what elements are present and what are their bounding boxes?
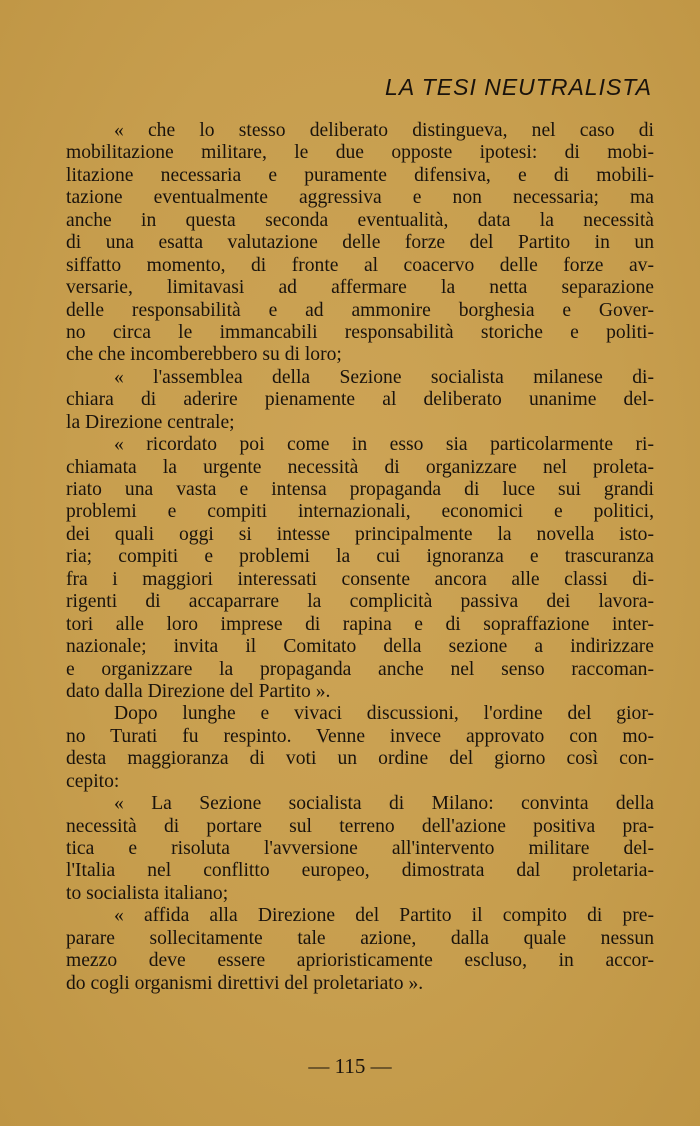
text-line: mobilitazione militare, le due opposte ipotesi: di mobi- xyxy=(66,142,654,164)
text-line: dato dalla Direzione del Partito ». xyxy=(66,680,331,702)
text-line: la Direzione centrale; xyxy=(66,411,235,433)
text-line: to socialista italiano; xyxy=(66,882,229,904)
text-line: cepito: xyxy=(66,770,120,792)
text-line: desta maggioranza di voti un ordine del giorno così con- xyxy=(66,748,654,770)
text-line: « che lo stesso deliberato distingueva, nel caso di xyxy=(114,120,654,141)
text-line: delle responsabilità e ad ammonire borghesia e Gover- xyxy=(66,299,654,321)
text-line: « affida alla Direzione del Partito il compito di pre- xyxy=(114,905,654,927)
body-text xyxy=(66,120,654,995)
text-line: do cogli organismi direttivi del proletariato ». xyxy=(66,972,424,994)
text-line: siffatto momento, di fronte al coacervo delle forze av- xyxy=(66,254,654,276)
text-line: tori alle loro imprese di rapina e di sopraffazione inter- xyxy=(66,613,654,635)
text-line: Dopo lunghe e vivaci discussioni, l'ordine del gior- xyxy=(114,703,654,725)
text-line: tazione eventualmente aggressiva e non necessaria; ma xyxy=(66,187,654,209)
text-line: no circa le immancabili responsabilità storiche e politi- xyxy=(66,321,654,343)
page-number: — 115 — xyxy=(308,1054,392,1078)
text-line: dei quali oggi si intesse principalmente la novella isto- xyxy=(66,523,654,545)
text-line: ria; compiti e problemi la cui ignoranza e trascuranza xyxy=(66,546,654,568)
running-head: LA TESI NEUTRALISTA xyxy=(385,74,652,100)
text-line: problemi e compiti internazionali, economici e politici, xyxy=(66,501,654,523)
text-line: parare sollecitamente tale azione, dalla quale nessun xyxy=(66,927,654,949)
text-line: versarie, limitavasi ad affermare la netta separazione xyxy=(66,277,654,299)
text-line: tica e risoluta l'avversione all'intervento militare del- xyxy=(66,838,654,859)
text-line: chiara di aderire pienamente al deliberato unanime del- xyxy=(66,389,654,411)
text-line: necessità di portare sul terreno dell'azione positiva pra- xyxy=(66,815,654,837)
text-line: nazionale; invita il Comitato della sezione a indirizzare xyxy=(66,636,654,658)
text-line: riato una vasta e intensa propaganda di luce sui grandi xyxy=(66,479,654,500)
text-line: fra i maggiori interessati consente ancora alle classi di- xyxy=(66,568,654,590)
text-line: di una esatta valutazione delle forze del Partito in un xyxy=(66,232,654,254)
text-line: che che incomberebbero su di loro; xyxy=(66,344,342,366)
text-line: « ricordato poi come in esso sia particolarmente ri- xyxy=(114,434,654,456)
text-line: l'Italia nel conflitto europeo, dimostrata dal proletaria- xyxy=(66,860,654,882)
text-line: « La Sezione socialista di Milano: convinta della xyxy=(114,793,654,815)
text-line: e organizzare la propaganda anche nel senso raccoman- xyxy=(66,658,654,680)
text-line: mezzo deve essere aprioristicamente escluso, in accor- xyxy=(66,950,654,972)
text-line: chiamata la urgente necessità di organizzare nel proleta- xyxy=(66,456,654,478)
text-line: no Turati fu respinto. Venne invece approvato con mo- xyxy=(66,725,654,747)
text-line: anche in questa seconda eventualità, data la necessità xyxy=(66,209,654,231)
text-line: litazione necessaria e puramente difensiva, e di mobili- xyxy=(66,164,654,186)
text-line: rigenti di accaparrare la complicità passiva dei lavora- xyxy=(66,591,654,613)
text-line: « l'assemblea della Sezione socialista milanese di- xyxy=(114,366,654,388)
